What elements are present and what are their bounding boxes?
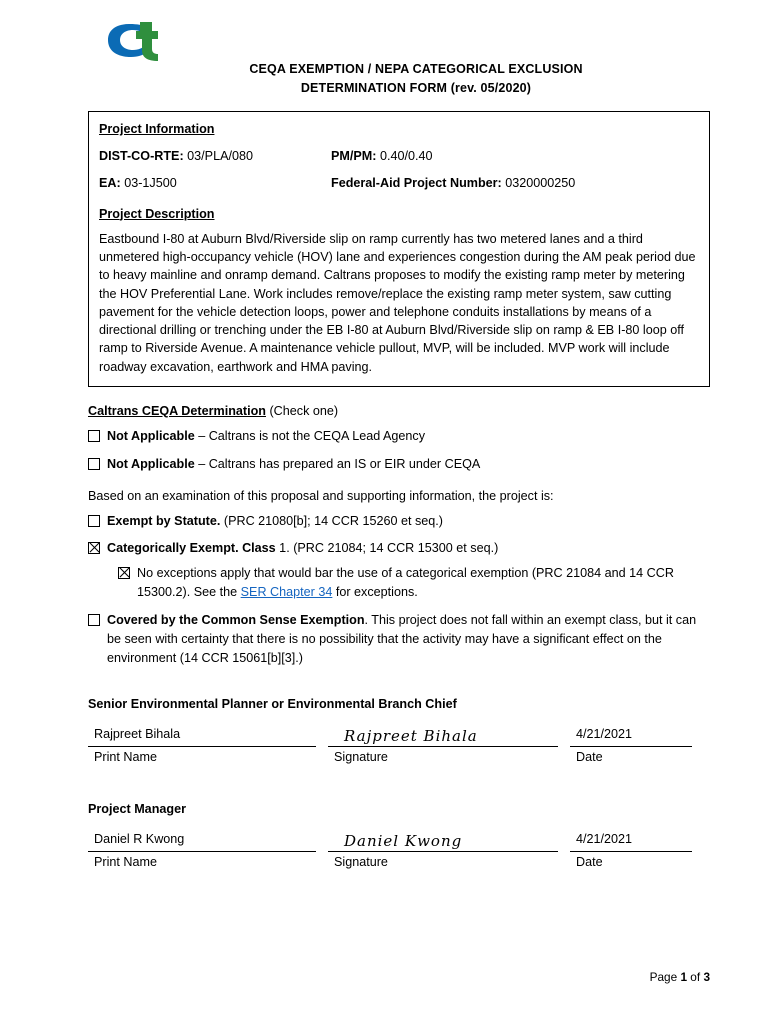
option-bold: Covered by the Common Sense Exemption <box>107 613 365 628</box>
signature-rule <box>328 851 558 852</box>
footer-total-pages: 3 <box>703 970 710 984</box>
dist-co-rte-field <box>99 147 331 165</box>
ea-row <box>99 174 699 192</box>
print-name-label: Print Name <box>94 854 157 869</box>
pm-value: 0.40/0.40 <box>379 149 433 163</box>
dist-co-rte-label: DIST-CO-RTE: <box>99 149 184 163</box>
determination-heading-underlined: Caltrans CEQA Determination <box>88 403 266 418</box>
signature-label: Signature <box>334 749 388 764</box>
title-line-2: DETERMINATION FORM (rev. 05/2020) <box>300 81 532 96</box>
date-field[interactable] <box>570 727 692 764</box>
option-text <box>107 539 498 558</box>
date-field[interactable] <box>570 832 692 869</box>
page-title <box>88 60 710 99</box>
footer-prefix: Page <box>649 970 681 984</box>
print-name-value: Daniel R Kwong <box>94 831 185 846</box>
federal-aid-field <box>331 174 699 192</box>
no-exceptions-text-before: No exceptions apply that would bar the use of a categorical exemption (PRC 21084 and 14 CCR 15300.2). See the <box>137 566 674 600</box>
signature-values-row <box>88 727 710 764</box>
federal-aid-value: 0320000250 <box>505 176 576 191</box>
footer-current-page: 1 <box>680 970 688 984</box>
signature-block-project-manager <box>88 802 710 869</box>
option-text <box>107 512 443 531</box>
checkbox-categorically-exempt[interactable] <box>88 542 100 554</box>
checkbox-row-common-sense-exemption[interactable] <box>88 611 710 668</box>
signature-values-row <box>88 832 710 869</box>
signature-label: Signature <box>334 854 388 869</box>
checkbox-no-exceptions[interactable] <box>118 567 130 579</box>
project-information-box <box>88 111 710 387</box>
checkbox-row-categorically-exempt[interactable] <box>88 539 710 558</box>
print-name-rule <box>88 851 316 852</box>
option-bold: Not Applicable <box>107 456 195 471</box>
no-exceptions-text-after: for exceptions. <box>332 585 418 600</box>
pm-field <box>331 147 699 165</box>
date-rule <box>570 851 692 852</box>
project-description-text: Eastbound I-80 at Auburn Blvd/Riverside slip on ramp currently has two metered lanes and a third unmetered high-occupancy vehicle (HOV) lane and experiences congestion during the AM peak period due to heavy mainline and onramp demand. Caltrans proposes to modify the existing ramp meter by metering the HOV Preferential Lane. Work includes remove/replace the existing ramp meter system, saw cutting pavement for the vehicle detection loops, power and telephone conduits installations by means of a directional drilling or trenching under the EB I-80 at Auburn Blvd/Riverside slip on ramp & EB I-80 loop off ramp to Riverside Avenue. A maintenance vehicle pullout, MVP, will be included. MVP work will include roadway excavation, earthwork and HMA paving. <box>99 231 696 374</box>
option-rest: – Caltrans is not the CEQA Lead Agency <box>194 428 426 443</box>
signature-value: Daniel Kwong <box>344 831 463 850</box>
date-label: Date <box>576 854 603 869</box>
no-exceptions-text <box>137 564 710 602</box>
signature-block-senior-environmental-planner <box>88 697 710 764</box>
checkbox-not-applicable-lead-agency[interactable] <box>88 430 100 442</box>
ea-label: EA: <box>99 176 121 191</box>
ea-field <box>99 174 331 192</box>
checkbox-row-not-applicable-is-eir[interactable] <box>88 455 710 474</box>
signature-field[interactable] <box>328 832 558 869</box>
signature-field[interactable] <box>328 727 558 764</box>
checkbox-not-applicable-is-eir[interactable] <box>88 458 100 470</box>
signature-rule <box>328 746 558 747</box>
print-name-value: Rajpreet Bihala <box>94 726 181 741</box>
option-bold: Categorically Exempt. Class <box>107 541 276 556</box>
ea-value: 03-1J500 <box>124 176 177 191</box>
option-bold: Exempt by Statute. <box>107 513 221 528</box>
checkbox-row-not-applicable-lead-agency[interactable] <box>88 427 710 446</box>
option-rest: . This project does not fall within an exempt class, but it can be seen with certainty that there is no possibility that the activity may have a significant effect on the environment (14 CCR 15061[b][3].) <box>107 613 697 665</box>
footer-middle: of <box>687 970 704 984</box>
option-rest: 1. (PRC 21084; 14 CCR 15300 et seq.) <box>275 541 499 556</box>
based-on-examination-text: Based on an examination of this proposal and supporting information, the project is: <box>88 488 554 503</box>
signature-block-title: Senior Environmental Planner or Environmental Branch Chief <box>88 696 457 711</box>
page-footer <box>650 970 710 984</box>
pm-label: PM/PM: <box>331 149 377 163</box>
federal-aid-label: Federal-Aid Project Number: <box>331 176 502 191</box>
project-information-heading: Project Information <box>99 121 215 136</box>
print-name-rule <box>88 746 316 747</box>
option-bold: Not Applicable <box>107 428 195 443</box>
determination-heading-rest: (Check one) <box>265 403 339 418</box>
option-rest: (PRC 21080[b]; 14 CCR 15260 et seq.) <box>220 513 443 528</box>
date-label: Date <box>576 749 603 764</box>
date-rule <box>570 746 692 747</box>
checkbox-exempt-by-statute[interactable] <box>88 515 100 527</box>
date-value: 4/21/2021 <box>576 831 633 846</box>
title-line-1: CEQA EXEMPTION / NEPA CATEGORICAL EXCLUSION <box>249 62 583 76</box>
print-name-label: Print Name <box>94 749 157 764</box>
print-name-field[interactable] <box>88 832 316 869</box>
checkbox-row-exempt-by-statute[interactable] <box>88 512 710 531</box>
option-text <box>107 427 425 446</box>
dist-co-rte-row <box>99 147 699 165</box>
option-text <box>107 455 480 474</box>
signature-value: Rajpreet Bihala <box>344 726 478 745</box>
signature-block-title: Project Manager <box>88 801 186 816</box>
checkbox-row-no-exceptions[interactable] <box>118 564 710 602</box>
option-rest: – Caltrans has prepared an IS or EIR under CEQA <box>194 456 481 471</box>
ser-chapter-34-link[interactable]: SER Chapter 34 <box>240 585 333 600</box>
caltrans-logo <box>100 20 162 64</box>
project-description-heading: Project Description <box>99 206 215 221</box>
date-value: 4/21/2021 <box>576 726 633 741</box>
caltrans-ceqa-determination-heading <box>88 404 710 418</box>
print-name-field[interactable] <box>88 727 316 764</box>
dist-co-rte-value: 03/PLA/080 <box>187 149 253 163</box>
option-text <box>107 611 710 668</box>
checkbox-common-sense-exemption[interactable] <box>88 614 100 626</box>
